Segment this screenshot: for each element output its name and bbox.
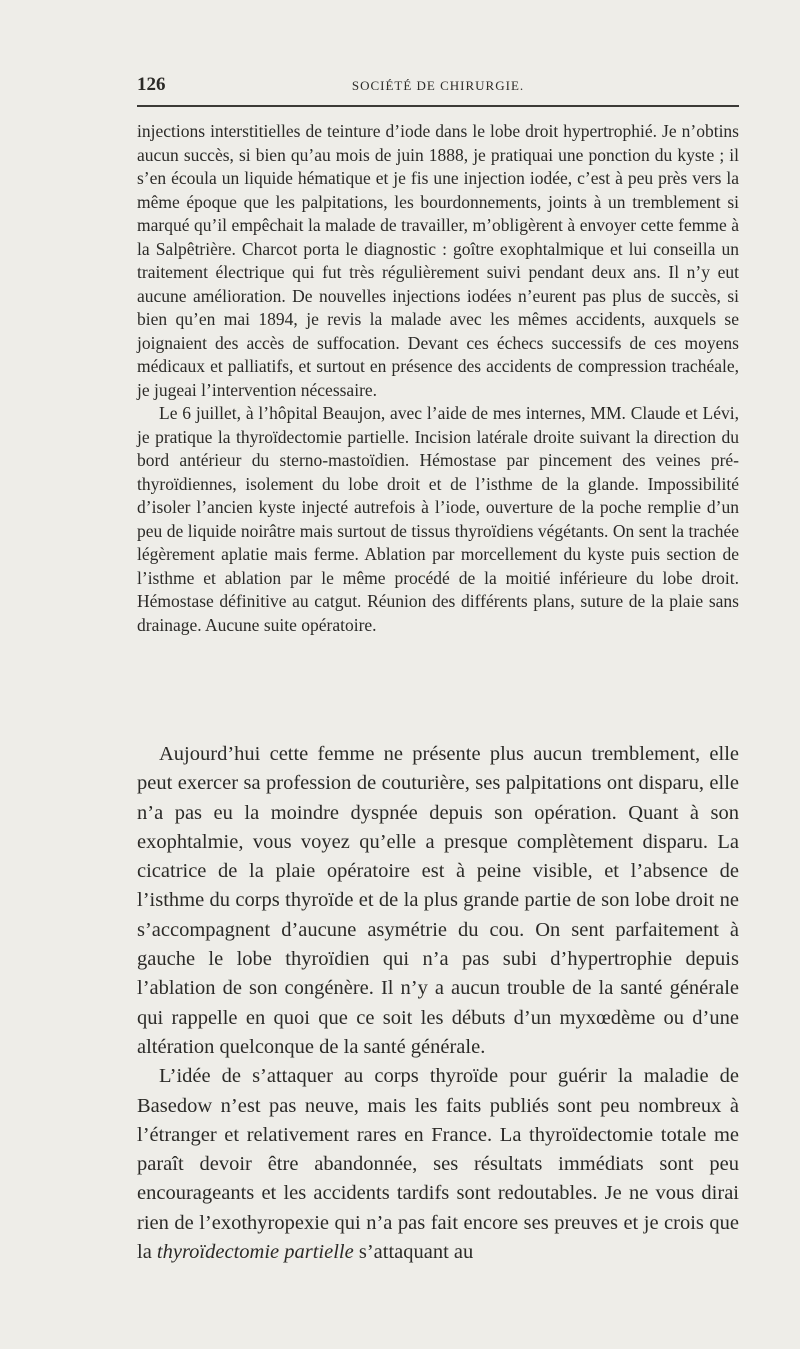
page-header <box>137 70 739 102</box>
italic-term: thyroïdectomie partielle <box>156 1241 354 1264</box>
discussion-text <box>137 740 739 1267</box>
discussion-paragraph-2-text: L’idée de s’attaquer au corps thyroïde pour guérir la maladie de Basedow n’est pas neuve, mais les faits publiés sont peu nombreux à l’étranger et relativement rares en France. La thyroïdectomie totale me paraît devoir être abandonnée, ses résultats immédiats sont peu encourageants et les accidents tardifs sont redoutables. Je ne vous dirai rien de l’exothyropexie qui n’a pas fait encore ses preuves et je crois que la <box>137 1065 739 1264</box>
header-rule <box>137 105 739 107</box>
discussion-paragraph-2-end: s’attaquant au <box>353 1241 474 1264</box>
discussion-paragraph-2 <box>137 1062 739 1267</box>
case-report-text <box>137 120 739 637</box>
page-number: 126 <box>137 74 166 95</box>
running-title: SOCIÉTÉ DE CHIRURGIE. <box>351 78 525 93</box>
case-paragraph-2: Le 6 juillet, à l’hôpital Beaujon, avec l’aide de mes internes, MM. Claude et Lévi, je pratique la thyroïdectomie partielle. Incision latérale droite suivant la direction du bord antérieur du sterno-mastoïdien. Hémostase par pincement des veines pré-thyroïdiennes, isolement du lobe droit et de l’isthme de la glande. Impossibilité d’isoler l’ancien kyste injecté autrefois à l’iode, ouverture de la poche remplie d’un peu de liquide noirâtre mais surtout de tissus thyroïdiens végétants. On sent la trachée légèrement aplatie mais ferme. Ablation par morcellement du kyste puis section de l’isthme et ablation par le même procédé de la moitié inférieure du lobe droit. Hémostase définitive au catgut. Réunion des différents plans, suture de la plaie sans drainage. Aucune suite opératoire. <box>137 403 739 635</box>
case-paragraph-1: injections interstitielles de teinture d’iode dans le lobe droit hypertrophié. Je n’obtins aucun succès, si bien qu’au mois de juin 1888, je pratiquai une ponction du kyste ; il s’en écoula un liquide hématique et je fis une injection iodée, c’est à peu près vers la même époque que les palpitations, les bourdonnements, joints à un tremblement si marqué qu’il empêchait la malade de travailler, m’obligèrent à envoyer cette femme à la Salpêtrière. Charcot porta le diagnostic : goître exophtalmique et lui conseilla un traitement électrique qui fut très régulièrement suivi pendant deux ans. Il n’y eut aucune amélioration. De nouvelles injections iodées n’eurent pas plus de succès, si bien qu’en mai 1894, je revis la malade avec les mêmes accidents, auxquels se joignaient des accès de suffocation. Devant ces échecs successifs de ces moyens médicaux et palliatifs, et surtout en présence des accidents de compression trachéale, je jugeai l’intervention nécessaire. <box>137 121 739 400</box>
discussion-paragraph-1: Aujourd’hui cette femme ne présente plus aucun tremblement, elle peut exercer sa profession de couturière, ses palpitations ont disparu, elle n’a pas eu la moindre dyspnée depuis son opération. Quant à son exophtalmie, vous voyez qu’elle a presque complètement disparu. La cicatrice de la plaie opératoire est à peine visible, et l’absence de l’isthme du corps thyroïde et de la plus grande partie de son lobe droit ne s’accompagnent d’aucune asymétrie du cou. On sent parfaitement à gauche le lobe thyroïdien qui n’a pas subi d’hypertrophie depuis l’ablation de son congénère. Il n’y a aucun trouble de la santé générale qui rappelle en quoi que ce soit les débuts d’un myxœdème ou d’une altération quelconque de la santé générale. <box>137 743 739 1058</box>
